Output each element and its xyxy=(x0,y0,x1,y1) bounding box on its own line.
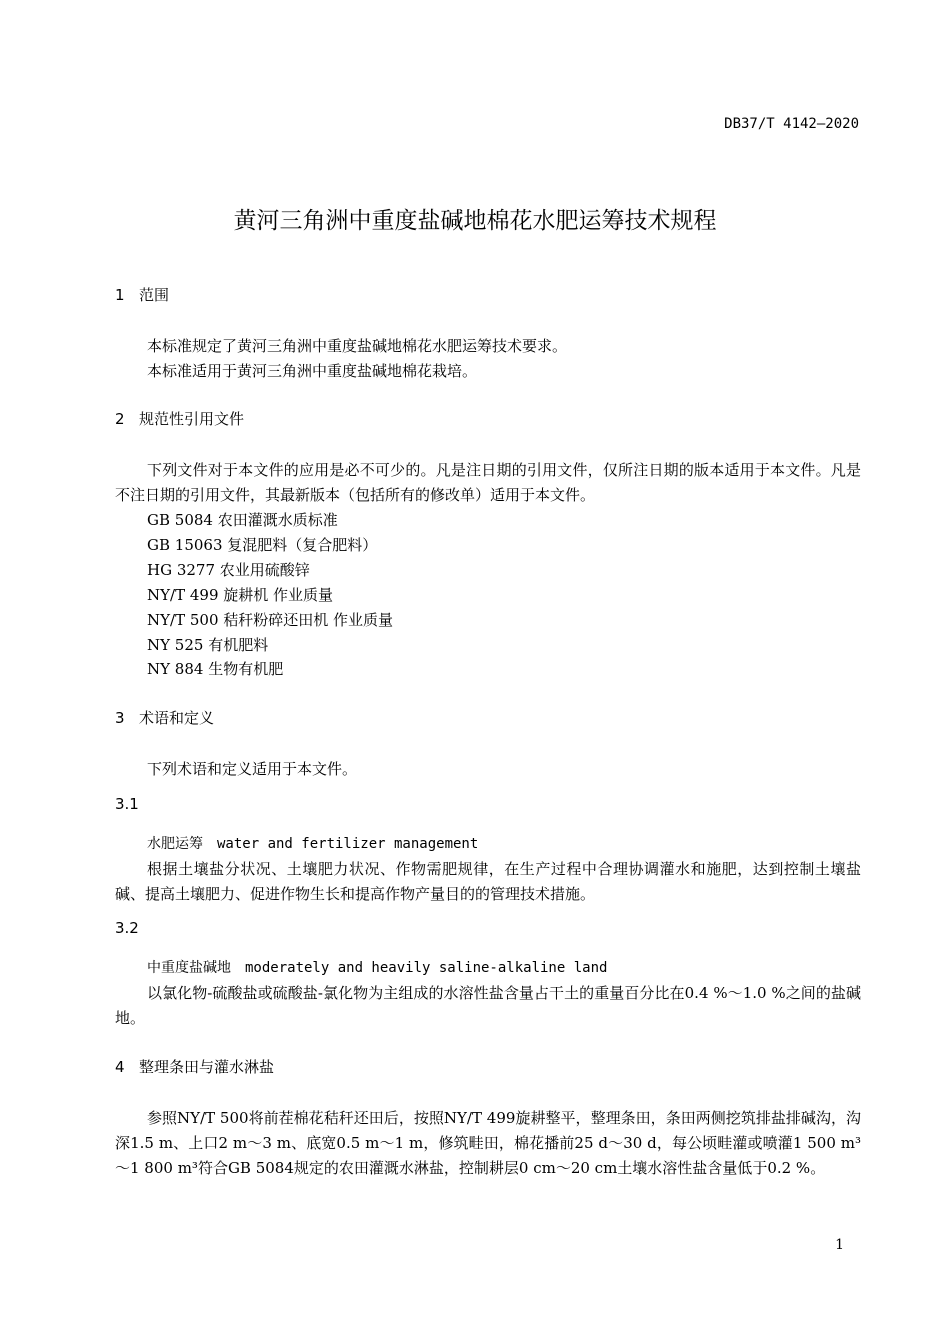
reference-item: HG 3277 农业用硫酸锌 xyxy=(147,561,310,579)
reference-item: NY/T 499 旋耕机 作业质量 xyxy=(147,586,334,604)
section-2-intro: 下列文件对于本文件的应用是必不可少的。凡是注日期的引用文件，仅所注日期的版本适用于本文件。凡是不注日期的引用文件，其最新版本（包括所有的修改单）适用于本文件。 xyxy=(115,461,861,504)
section-number: 3 xyxy=(115,709,125,727)
section-number: 4 xyxy=(115,1058,125,1076)
reference-item: GB 15063 复混肥料（复合肥料） xyxy=(147,536,378,554)
term-entry xyxy=(147,833,478,853)
term-name: 中重度盐碱地 xyxy=(147,960,231,976)
term-number: 3.1 xyxy=(115,795,139,813)
section-3-intro: 下列术语和定义适用于本文件。 xyxy=(147,760,358,778)
section-4-heading xyxy=(115,1056,274,1077)
reference-item: NY 525 有机肥料 xyxy=(147,636,269,654)
document-title: 黄河三角洲中重度盐碱地棉花水肥运筹技术规程 xyxy=(233,208,717,234)
term-name-en: water and fertilizer management xyxy=(217,836,479,852)
section-title: 整理条田与灌水淋盐 xyxy=(139,1058,275,1076)
section-4-paragraph: 参照NY/T 500将前茬棉花秸秆还田后，按照NY/T 499旋耕整平，整理条田，条田两侧挖筑排盐排碱沟，沟深1.5 m、上口2 m～3 m、底宽0.5 m～1 m，修筑畦田，棉花播前25 d～30 d，每公顷畦灌或喷灌1 500 m³～1 800 m³符合GB 5084规定的农田灌溉水淋盐，控制耕层0 cm～20 cm土壤水溶性盐含量低于0.2 %。 xyxy=(115,1109,861,1177)
section-number: 2 xyxy=(115,410,125,428)
term-entry xyxy=(147,957,607,977)
section-1-line: 本标准规定了黄河三角洲中重度盐碱地棉花水肥运筹技术要求。 xyxy=(147,337,568,355)
term-number: 3.2 xyxy=(115,919,139,937)
term-name-en: moderately and heavily saline-alkaline land xyxy=(245,960,608,976)
section-1-heading xyxy=(115,284,169,305)
term-definition: 根据土壤盐分状况、土壤肥力状况、作物需肥规律，在生产过程中合理协调灌水和施肥，达到控制土壤盐碱、提高土壤肥力、促进作物生长和提高作物产量目的的管理技术措施。 xyxy=(115,860,861,903)
section-title: 规范性引用文件 xyxy=(139,410,245,428)
page-number: 1 xyxy=(835,1237,844,1253)
reference-item: GB 5084 农田灌溉水质标准 xyxy=(147,511,338,529)
section-1-line: 本标准适用于黄河三角洲中重度盐碱地棉花栽培。 xyxy=(147,362,478,380)
section-3-heading xyxy=(115,707,214,728)
section-title: 术语和定义 xyxy=(139,709,215,727)
section-title: 范围 xyxy=(139,286,170,304)
section-2-heading xyxy=(115,408,244,429)
section-number: 1 xyxy=(115,286,125,304)
reference-item: NY 884 生物有机肥 xyxy=(147,660,284,678)
document-number: DB37/T 4142—2020 xyxy=(724,116,859,132)
reference-item: NY/T 500 秸秆粉碎还田机 作业质量 xyxy=(147,611,394,629)
term-definition: 以氯化物-硫酸盐或硫酸盐-氯化物为主组成的水溶性盐含量占干土的重量百分比在0.4 %～1.0 %之间的盐碱地。 xyxy=(115,984,861,1027)
term-name: 水肥运筹 xyxy=(147,836,203,852)
